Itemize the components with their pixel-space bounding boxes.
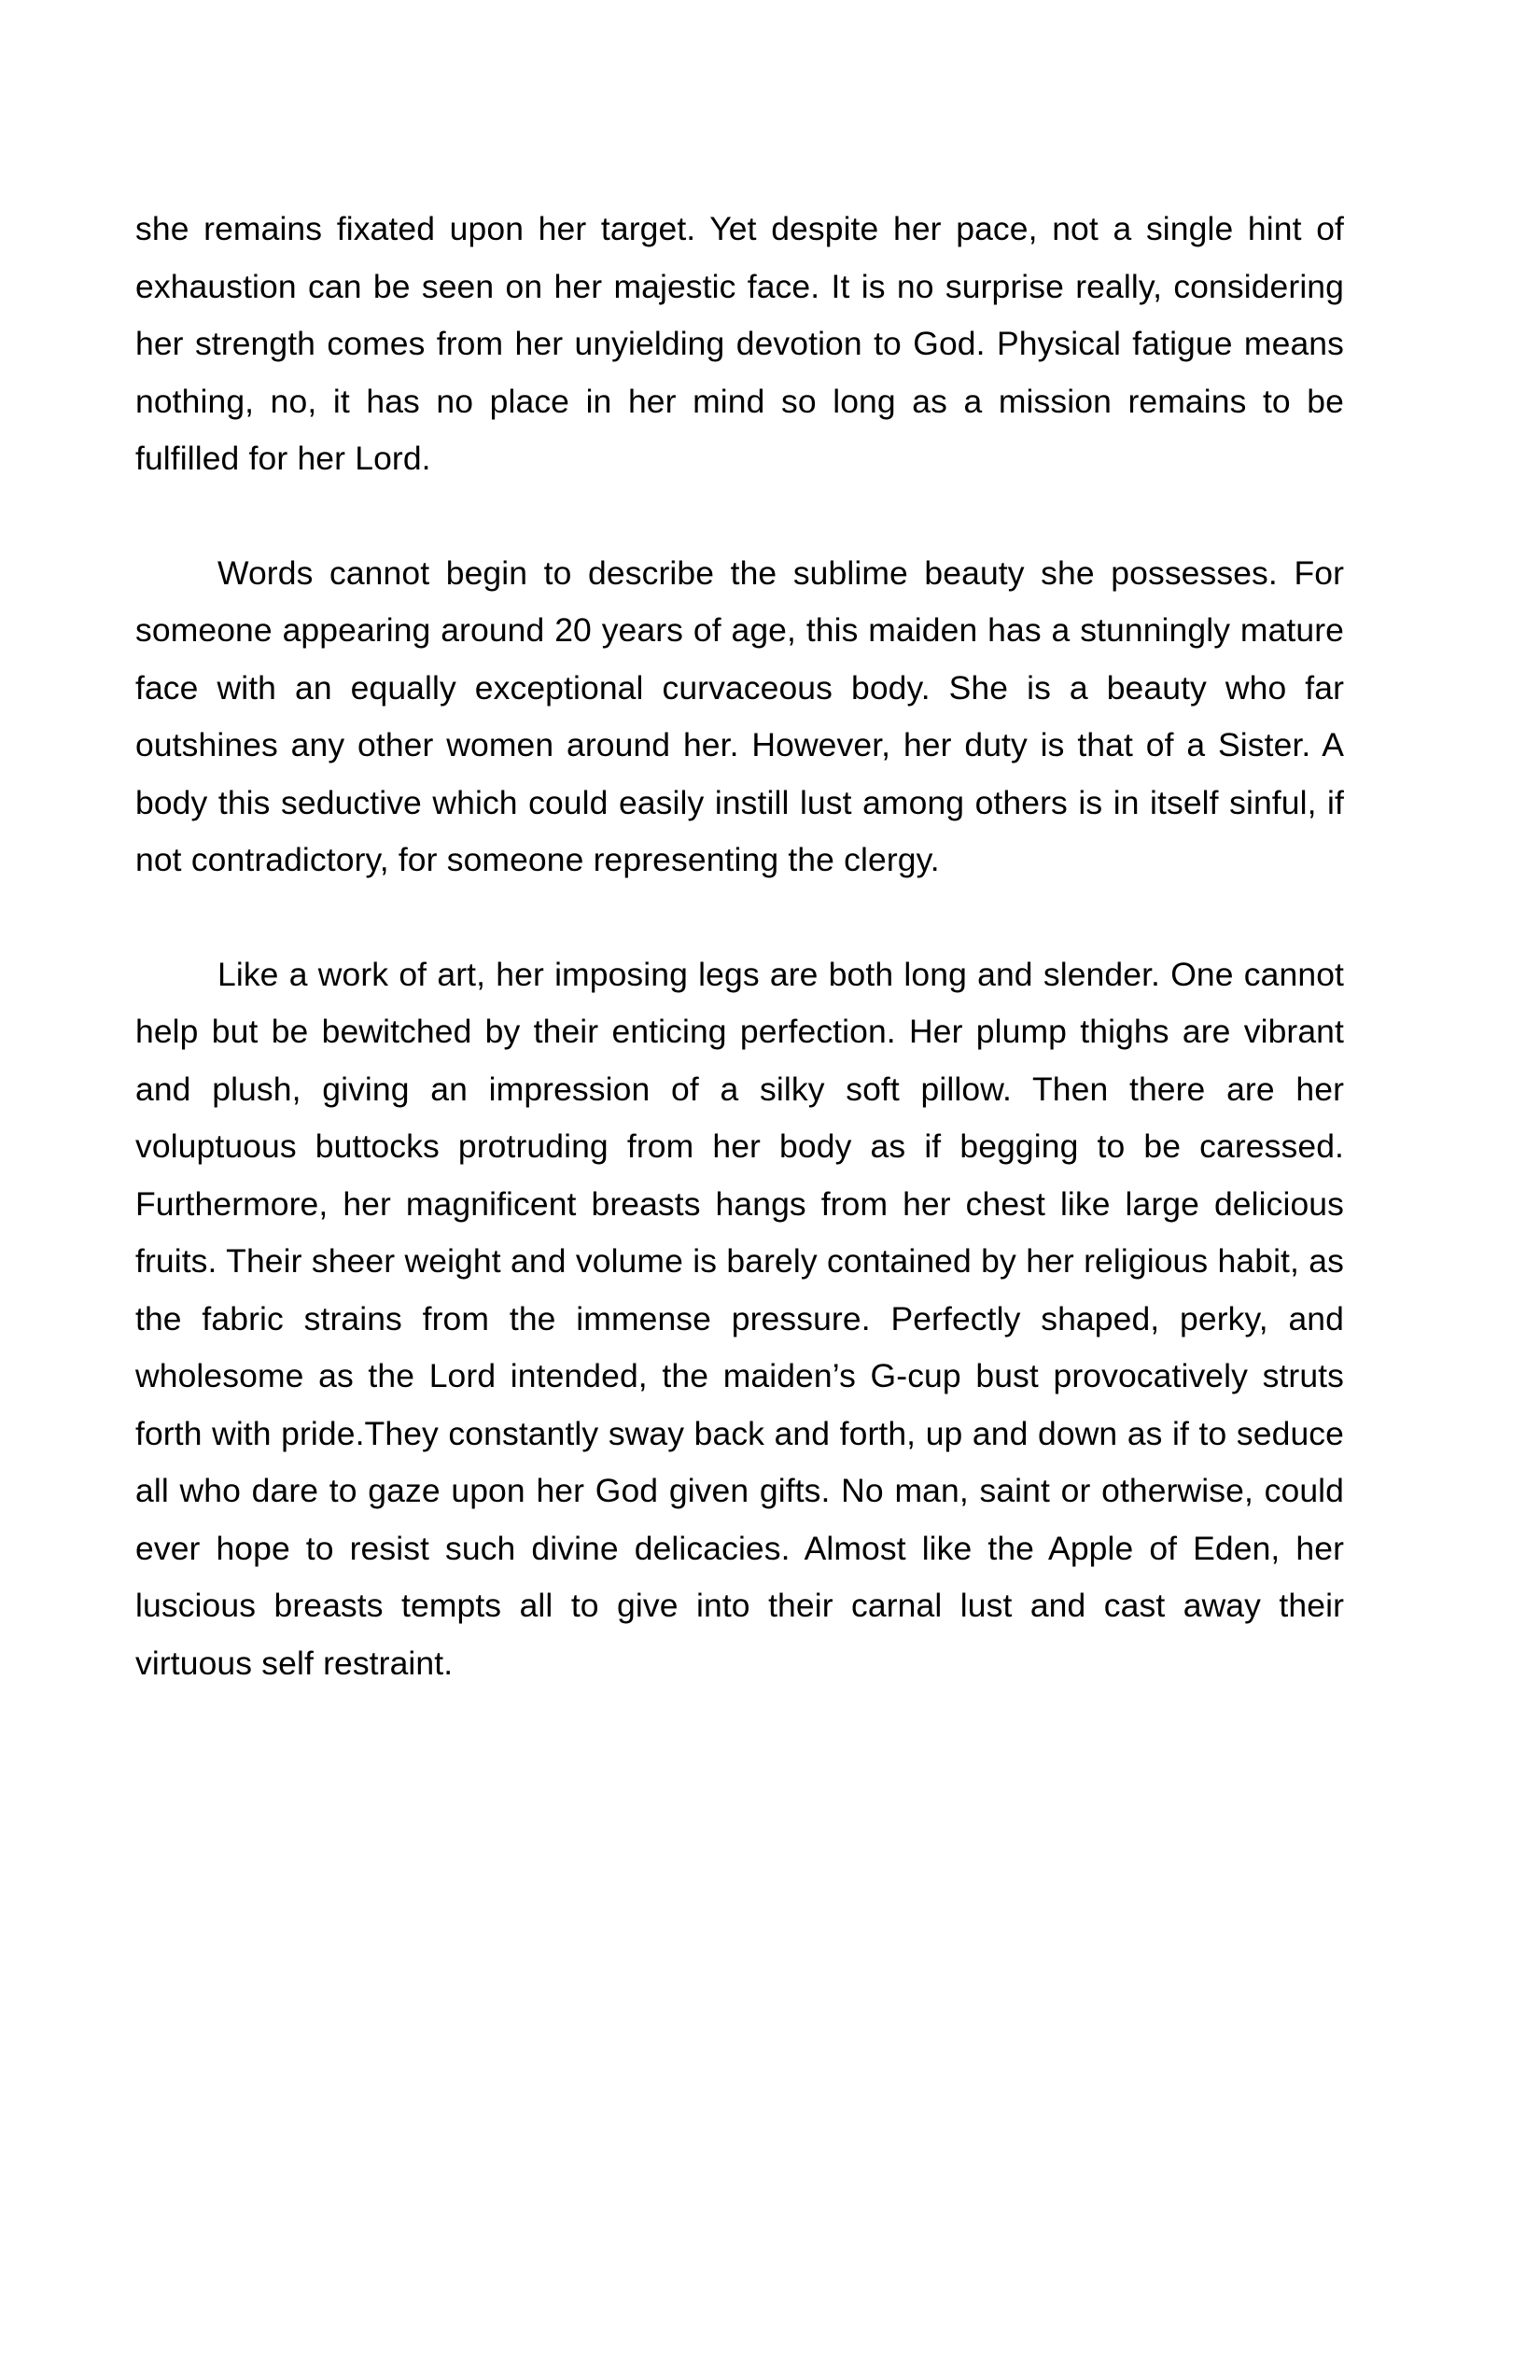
paragraph-spacer	[135, 488, 1344, 545]
document-body	[135, 201, 1344, 1692]
paragraph-2: Words cannot begin to describe the sublime beauty she possesses. For someone appearing around 20 years of age, this maiden has a stunningly mature face with an equally exceptional curvaceous body. She is a beauty who far outshines any other women around her. However, her duty is that of a Sister. A body this seductive which could easily instill lust among others is in itself sinful, if not contradictory, for someone representing the clergy.	[135, 553, 1344, 878]
paragraph-1: she remains fixated upon her target. Yet despite her pace, not a single hint of exhaustion can be seen on her majestic face. It is no surprise really, considering her strength comes from her unyielding devotion to God. Physical fatigue means nothing, no, it has no place in her mind so long as a mission remains to be fulfilled for her Lord.	[135, 210, 1344, 477]
paragraph-spacer	[135, 889, 1344, 946]
paragraph-3: Like a work of art, her imposing legs are both long and slender. One cannot help but be bewitched by their enticing perfection. Her plump thighs are vibrant and plush, giving an impression of a silky soft pillow. Then there are her voluptuous buttocks protruding from her body as if begging to be caressed. Furthermore, her magnificent breasts hangs from her chest like large delicious fruits. Their sheer weight and volume is barely contained by her religious habit, as the fabric strains from the immense pressure. Perfectly shaped, perky, and wholesome as the Lord intended, the maiden’s G-cup bust provocatively struts forth with pride.They constantly sway back and forth, up and down as if to seduce all who dare to gaze upon her God given gifts. No man, saint or otherwise, could ever hope to resist such divine delicacies. Almost like the Apple of Eden, her luscious breasts tempts all to give into their carnal lust and cast away their virtuous self restraint.	[135, 955, 1344, 1682]
